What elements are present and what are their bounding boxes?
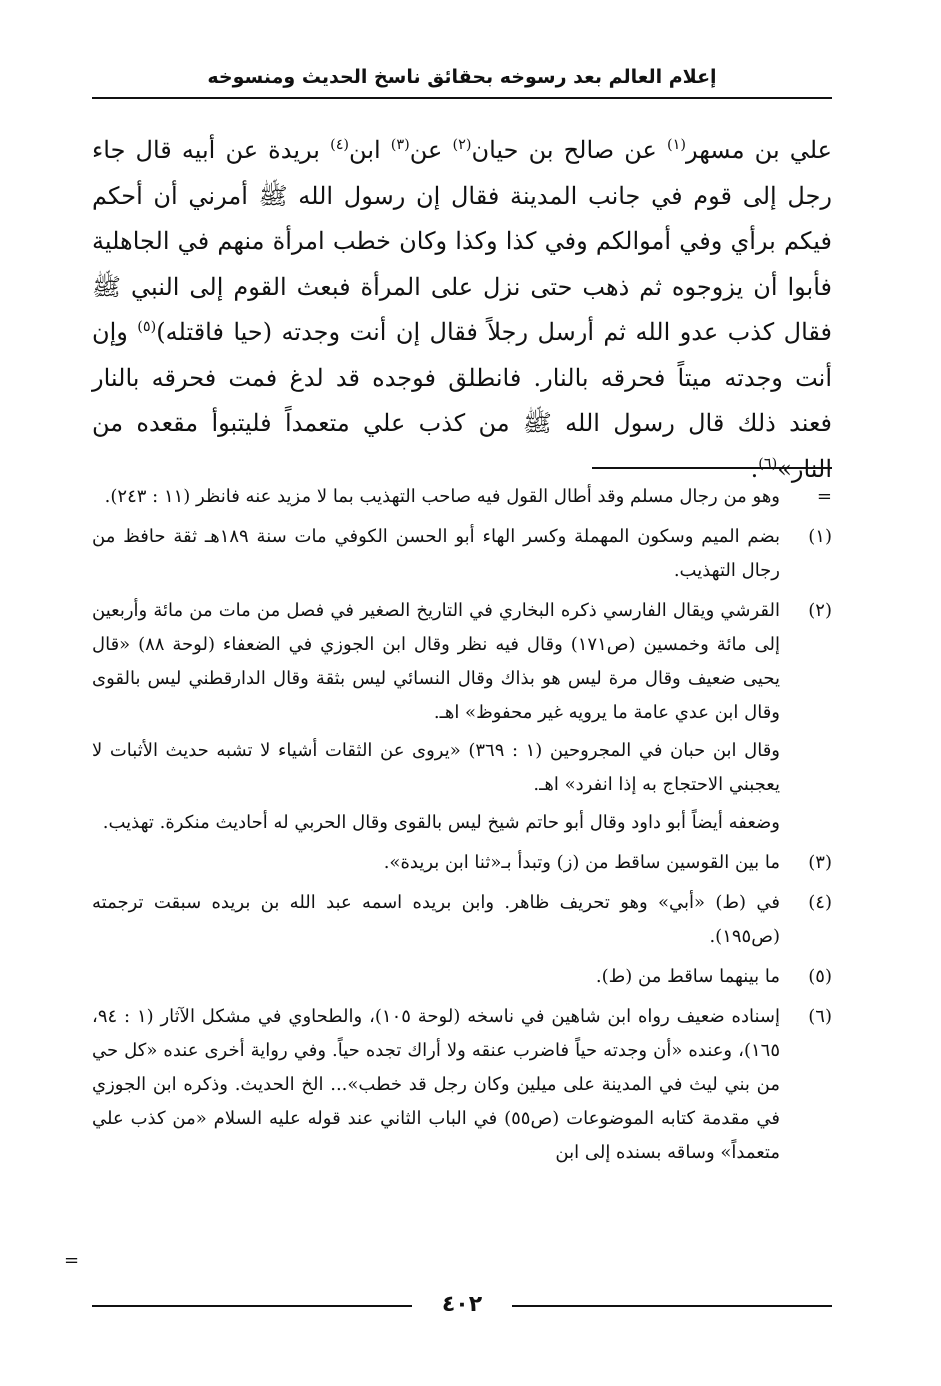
footnote-mark: (٤) — [808, 892, 832, 913]
footnote-5 — [92, 960, 832, 994]
footnote-ref-1: (١) — [667, 137, 686, 153]
footnote-1 — [92, 520, 832, 588]
footnote-mark: (٥) — [808, 966, 832, 987]
footnote-ref-4: (٤) — [330, 137, 350, 153]
footnote-text: ما بين القوسين ساقط من (ز) وتبدأ بـ«ثنا ابن بريدة». — [383, 852, 780, 873]
footnote-mark: (٣) — [808, 852, 832, 873]
footnote-text: وضعفه أيضاً أبو داود وقال أبو حاتم شيخ ليس بالقوى وقال الحربي له أحاديث منكرة. تهذيب. — [102, 812, 780, 833]
running-header: إعلام العالم بعد رسوخه بحقائق ناسخ الحديث ومنسوخه — [207, 66, 717, 88]
footer-rule-right — [512, 1305, 832, 1307]
footnote-text: إسناده ضعيف رواه ابن شاهين في ناسخه (لوحة ١٠٥)، والطحاوي في مشكل الآثار (١ : ٩٤، ١٦٥)، وعنده «أن وجدته حياً فاضرب عنقه ولا أراك تجده حياً. وفي رواية أخرى عنده «كل حي من بني ليث في المدينة على ميلين وكان رجل قد خطب»... الخ الحديث. وذكره ابن الجوزي في مقدمة كتابه الموضوعات (ص٥٥) في الباب الثاني عند قوله عليه السلام «من كذب علي متعمداً» وساقه بسنده إلى ابن — [92, 1006, 780, 1163]
footnote-4 — [92, 886, 832, 954]
footnote-continuation — [92, 480, 832, 514]
footnote-ref-3: (٣) — [390, 137, 410, 153]
main-text — [92, 128, 832, 492]
footnote-mark: = — [816, 486, 832, 507]
text-segment: علي بن مسهر — [685, 136, 833, 164]
footnote-mark: (٢) — [808, 600, 832, 621]
continuation-mark: = — [64, 1250, 80, 1271]
footnote-text: وهو من رجال مسلم وقد أطال القول فيه صاحب التهذيب بما لا مزيد عنه فانظر (١١ : ٢٤٣). — [104, 486, 780, 507]
footnote-3 — [92, 846, 832, 880]
main-paragraph — [92, 128, 832, 492]
footnote-text: في (ط) «أبي» وهو تحريف ظاهر. وابن بريده اسمه عبد الله بن بريده سبقت ترجمته (ص١٩٥). — [92, 892, 780, 947]
footnote-mark: (٦) — [808, 1006, 832, 1027]
text-segment: بريدة عن أبيه قال جاء رجل إلى قوم في جانب المدينة فقال إن رسول الله ﷺ أمرني أن أحكم فيكم برأي وفي أموالكم وفي كذا وكذا وكان خطب امرأة منهم في الجاهلية فأبوا أن يزوجوه ثم ذهب حتى نزل على المرأة فبعث القوم إلى النبي ﷺ فقال كذب عدو الله ثم أرسل رجلاً فقال إن أنت وجدته (حيا فاقتله) — [92, 136, 832, 346]
header-rule — [92, 97, 832, 99]
page-number: ٤٠٢ — [441, 1292, 483, 1317]
footnotes — [92, 480, 832, 1176]
footnote-2 — [92, 594, 832, 840]
footnote-mark: (١) — [808, 526, 832, 547]
text-segment: . — [750, 454, 759, 483]
footnote-text: وقال ابن حبان في المجروحين (١ : ٣٦٩) «يروى عن الثقات أشياء لا تشبه حديث الأثبات لا يعجبني الاحتجاج به إذا انفرد» اهـ. — [92, 740, 780, 795]
footnote-text: بضم الميم وسكون المهملة وكسر الهاء أبو الحسن الكوفي مات سنة ١٨٩هـ ثقة حافظ من رجال التهذيب. — [92, 526, 781, 581]
footer-rule-left — [92, 1305, 412, 1307]
footnote-ref-2: (٢) — [452, 137, 472, 153]
footnote-text: القرشي ويقال الفارسي ذكره البخاري في التاريخ الصغير في فصل من مات من مائة وأربعين إلى مائة وخمسين (ص١٧١) وقال فيه نظر وقال ابن الجوزي في الضعفاء (لوحة ٨٨) «قال يحيى ضعيف وقال مرة ليس هو بذاك وقال النسائي ليس بثقة وقال الدارقطني ليس بالقوى وقال ابن عدي عامة ما يرويه غير محفوظ» اهـ. — [92, 600, 780, 723]
text-segment: ابن — [349, 136, 391, 164]
text-segment: عن — [409, 136, 453, 164]
footnote-ref-6: (٦) — [758, 455, 778, 472]
footnote-separator — [592, 467, 832, 469]
text-segment: وإن أنت وجدته ميتاً فحرقه بالنار. فانطلق فوجده قد لدغ فمت فحرقه بالنار فعند ذلك قال رسول الله ﷺ من كذب علي متعمداً فليتبوأ مقعده من النار» — [92, 318, 832, 483]
text-segment: عن صالح بن حيان — [471, 136, 667, 164]
footnote-ref-5: (٥) — [137, 319, 157, 335]
footnote-6 — [92, 1000, 832, 1170]
footnote-text: ما بينهما ساقط من (ط). — [595, 966, 780, 987]
